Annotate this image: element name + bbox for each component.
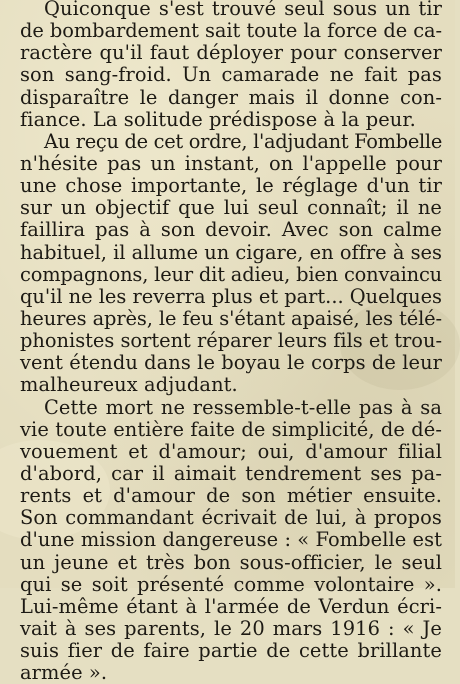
text-line: habituel, il allume un cigare, en offre à ses <box>20 240 442 264</box>
text-line: une chose importante, le réglage d'un tir <box>20 174 442 198</box>
paragraph-1 <box>20 0 442 131</box>
text-line: Cette mort ne ressemble-t-elle pas à sa <box>44 395 442 419</box>
text-line: vie toute entière faite de simplicité, de dé- <box>20 417 442 441</box>
text-line: Au reçu de cet ordre, l'adjudant Fombelle <box>44 129 442 153</box>
text-line: qui se soit présenté comme volontaire ». <box>20 572 442 596</box>
text-line: ractère qu'il faut déployer pour conserver <box>20 41 442 65</box>
text-line: d'une mission dangereuse : « Fombelle est <box>20 528 442 552</box>
text-line: disparaître le danger mais il donne con- <box>20 85 442 109</box>
text-line: malheureux adjudant. <box>20 373 238 397</box>
text-line: Son commandant écrivait de lui, à propos <box>20 506 442 530</box>
text-line: Quiconque s'est trouvé seul sous un tir <box>44 0 442 20</box>
text-line: compagnons, leur dit adieu, bien convaincu <box>20 262 442 286</box>
text-line: heures après, le feu s'étant apaisé, les télé- <box>20 306 442 330</box>
text-line: de bombardement sait toute la force de ca- <box>20 19 442 43</box>
text-line: vouement et d'amour; oui, d'amour filial <box>20 439 442 463</box>
paragraph-3 <box>20 397 442 684</box>
text-line: phonistes sortent réparer leurs fils et trou- <box>20 329 442 353</box>
paragraph-2 <box>20 131 442 397</box>
text-line: Lui-même étant à l'armée de Verdun écri- <box>20 594 442 618</box>
text-line: qu'il ne les reverra plus et part... Quelques <box>20 284 442 308</box>
text-line: vent étendu dans le boyau le corps de leur <box>20 351 442 375</box>
text-line: rents et d'amour de son métier ensuite. <box>20 484 442 508</box>
text-line: d'abord, car il aimait tendrement ses pa- <box>20 461 442 485</box>
text-line: suis fier de faire partie de cette brillante <box>20 639 442 663</box>
text-line: n'hésite pas un instant, on l'appelle pour <box>20 151 442 175</box>
text-line: son sang-froid. Un camarade ne fait pas <box>20 63 442 87</box>
text-line: vait à ses parents, le 20 mars 1916 : « Je <box>20 616 442 640</box>
text-line: sur un objectif que lui seul connaît; il ne <box>20 196 442 220</box>
text-line: armée ». <box>20 661 108 684</box>
text-line: fiance. La solitude prédispose à la peur. <box>20 107 416 131</box>
text-line: faillira pas à son devoir. Avec son calme <box>20 218 442 242</box>
text-line: un jeune et très bon sous-officier, le seul <box>20 550 442 574</box>
article-column <box>20 0 442 684</box>
